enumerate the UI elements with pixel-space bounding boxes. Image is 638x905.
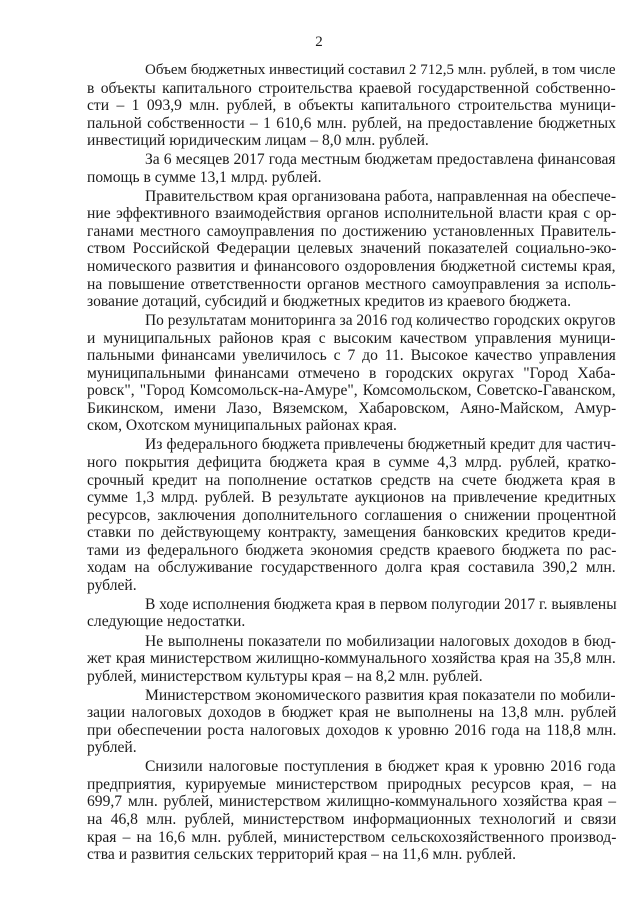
- text-line: ходам на обслуживание государственного долга края составила 390,2 млн.: [87, 559, 616, 577]
- text-line: ного покрытия дефицита бюджета края в сумме 4,3 млрд. рублей, кратко-: [87, 454, 617, 472]
- text-line: в объекты капитального строительства краевой государственной собственно-: [87, 79, 616, 97]
- text-line: края – на 16,6 млн. рублей, министерством сельскохозяйственного производ-: [87, 828, 617, 846]
- text-line: ством Российской Федерации целевых значений показателей социально-эко-: [87, 240, 617, 258]
- text-line: Из федерального бюджета привлечены бюджетный кредит для частич-: [145, 436, 616, 454]
- text-line: ресурсов, заключения дополнительного соглашения о снижении процентной: [87, 506, 617, 524]
- text-line: сти – 1 093,9 млн. рублей, в объекты капитального строительства муници-: [87, 97, 616, 115]
- paragraph: [87, 151, 616, 186]
- paragraph-gap: [87, 864, 616, 866]
- text-line: Не выполнены показатели по мобилизации налоговых доходов в бюд-: [145, 632, 616, 650]
- text-line: предприятия, курируемые министерством природных ресурсов края, – на: [87, 775, 617, 793]
- text-line: инвестиций юридическим лицам – 8,0 млн. рублей.: [87, 132, 429, 150]
- text-line: и муниципальных районов края с высоким качеством управления муници-: [87, 329, 616, 347]
- text-line: ние эффективного взаимодействия органов исполнительной власти края с ор-: [87, 205, 617, 223]
- paragraph: [87, 312, 616, 435]
- text-line: Снизили налоговые поступления в бюджет края к уровню 2016 года: [145, 758, 616, 776]
- text-line: ства и развития сельских территорий края – на 11,6 млн. рублей.: [87, 846, 517, 864]
- text-line: рублей.: [87, 576, 137, 594]
- text-line: пальной собственности – 1 610,6 млн. рублей, на предоставление бюджетных: [87, 114, 616, 132]
- text-line: пальными финансами увеличилось с 7 до 11. Высокое качество управления: [87, 347, 616, 365]
- text-line: Правительством края организована работа, направленная на обеспече-: [145, 187, 617, 205]
- text-line: Бикинском, имени Лазо, Вяземском, Хабаровском, Аяно-Майском, Амур-: [87, 399, 617, 417]
- text-line: сумме 1,3 млрд. рублей. В результате аукционов на привлечение кредитных: [87, 489, 616, 507]
- paragraph: [87, 687, 616, 757]
- text-line: следующие недостатки.: [87, 613, 246, 631]
- text-line: при обеспечении роста налоговых доходов к уровню 2016 года на 118,8 млн.: [87, 721, 617, 739]
- paragraph: [87, 758, 616, 863]
- document-body: [87, 62, 616, 865]
- paragraph: [87, 596, 616, 631]
- text-line: ровск", "Город Комсомольск-на-Амуре", Комсомольском, Советско-Гаванском,: [87, 382, 616, 400]
- page-number: 2: [315, 34, 323, 50]
- text-line: тами из федерального бюджета экономия средств краевого бюджета по рас-: [87, 541, 617, 559]
- paragraph: [87, 436, 616, 594]
- paragraph: [87, 633, 616, 686]
- text-line: По результатам мониторинга за 2016 год количество городских округов: [145, 312, 616, 330]
- text-line: номического развития и финансового оздоровления бюджетной системы края,: [87, 258, 616, 276]
- text-line: 699,7 млн. рублей, министерством жилищно-коммунального хозяйства края –: [87, 793, 617, 811]
- text-line: ском, Охотском муниципальных районах края.: [87, 417, 397, 435]
- text-line: помощь в сумме 13,1 млрд. рублей.: [87, 168, 322, 186]
- text-line: муниципальными финансами отмечено в городских округах "Город Хаба-: [87, 364, 616, 382]
- text-line: Министерством экономического развития края показатели по мобили-: [145, 686, 616, 704]
- text-line: ганами местного самоуправления по достижению установленных Правитель-: [87, 222, 617, 240]
- text-line: срочный кредит на пополнение остатков средств на счете бюджета края в: [87, 471, 616, 489]
- text-line: рублей, министерством культуры края – на 8,2 млн. рублей.: [87, 667, 483, 685]
- text-line: зации налоговых доходов в бюджет края не выполнены на 13,8 млн. рублей: [87, 704, 617, 722]
- text-line: Объем бюджетных инвестиций составил 2 712,5 млн. рублей, в том числе: [145, 62, 616, 78]
- text-line: За 6 месяцев 2017 года местным бюджетам предоставлена финансовая: [145, 151, 616, 169]
- text-line: ставки по действующему контракту, замещения банковских кредитов креди-: [87, 524, 617, 542]
- paragraph: [87, 188, 616, 311]
- text-line: рублей.: [87, 739, 137, 757]
- text-line: зование дотаций, субсидий и бюджетных кредитов из краевого бюджета.: [87, 293, 572, 311]
- text-line: на повышение ответственности органов местного самоуправления за исполь-: [87, 275, 616, 293]
- text-line: на 46,8 млн. рублей, министерством информационных технологий и связи: [87, 810, 617, 828]
- text-line: жет края министерством жилищно-коммунального хозяйства края на 35,8 млн.: [87, 650, 616, 668]
- text-line: В ходе исполнения бюджета края в первом полугодии 2017 г. выявлены: [145, 595, 617, 613]
- paragraph: [87, 62, 616, 150]
